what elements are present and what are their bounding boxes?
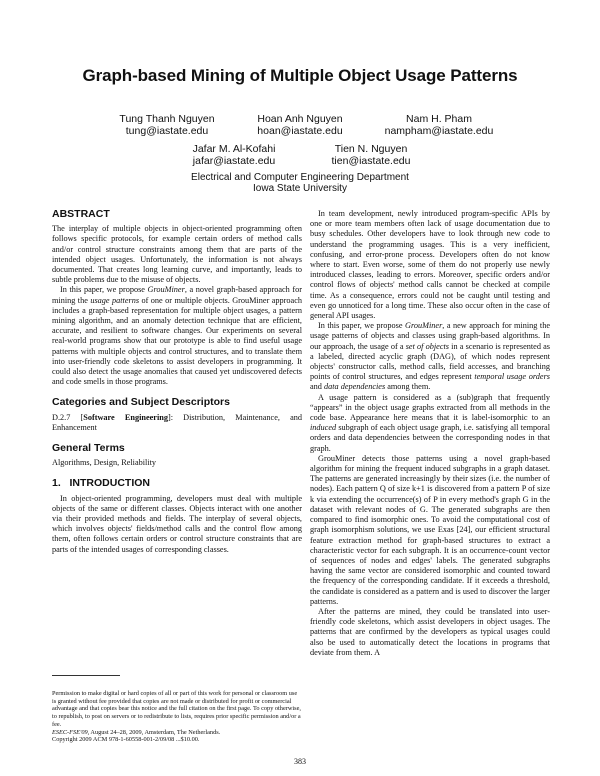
categories-text: D.2.7 [Software Engineering]: Distribution, Maintenance, and Enhancement	[52, 412, 302, 432]
author-name: Tien N. Nguyen	[334, 143, 408, 155]
author-block	[159, 143, 309, 167]
department: Electrical and Computer Engineering Department	[191, 172, 409, 183]
author-email: tung@iastate.edu	[125, 125, 209, 137]
author-block	[225, 113, 375, 137]
venue-line: ESEC-FSE'09, August 24–28, 2009, Amsterdam, The Netherlands.	[52, 728, 221, 736]
body-paragraph: In team development, newly introduced program-specific APIs by one or more team members often lack of usage documentation due to busy schedules. Other developers have to look through new code to understand the programming usages. This is a very inefficient, confusing, and error-prone process. Developers often do not know where to start. Even worse, some of them do not properly use newly introduced classes, leading to errors. Moreover, specific orders and/or control flows of objects' method calls cannot be checked at compile time. As a consequence, errors could not be caught until testing and even go unnoticed for a long time. These also occur often in the case of general API usages.	[310, 209, 550, 321]
author-block	[296, 143, 446, 167]
author-name: Nam H. Pham	[406, 113, 472, 125]
author-name: Tung Thanh Nguyen	[119, 113, 215, 125]
categories-heading: Categories and Subject Descriptors	[52, 396, 230, 409]
author-email: hoan@iastate.edu	[257, 125, 343, 137]
author-name: Jafar M. Al-Kofahi	[192, 143, 276, 155]
intro-heading: 1. INTRODUCTION	[52, 477, 151, 490]
author-block	[364, 113, 514, 137]
body-paragraph: In this paper, we propose GrouMiner, a new approach for mining the usage patterns of objects and classes using graph-based algorithms. In our approach, the usage of a set of objects in a scenario is represented as a labeled, directed acyclic graph (DAG), of which nodes represent objects' constructor calls, method calls, field accesses, and branching points of control structures, and edges represent temporal usage orders and data dependencies among them.	[310, 321, 550, 392]
general-terms-heading: General Terms	[52, 442, 125, 455]
abstract-paragraph: The interplay of multiple objects in object-oriented programming often follows specific protocols, for example certain orders of method calls and/or control structure constraints among them that are parts of the intended object usages. Unfortunately, the information is not always documented. That creates long learning curve, and importantly, leads to subtle problems due to the misuse of objects.	[52, 224, 302, 285]
general-terms-text: Algorithms, Design, Reliability	[52, 458, 157, 468]
abstract-paragraph: In this paper, we propose GrouMiner, a novel graph-based approach for mining the usage patterns of one or multiple objects. GrouMiner approach includes a graph-based representation for multiple object usages, a pattern mining algorithm, and an anomaly detection technique that are efficient, accurate, and resilient to software changes. Our experiments on several real-world programs show that our prototype is able to find useful usage patterns with multiple objects and control structures, and to translate them into user-friendly code skeletons to assist developers in programming. It could also detect the usage anomalies that caused yet undiscovered defects and code smells in those programs.	[52, 285, 303, 387]
left-column	[52, 209, 302, 555]
body-paragraph: After the patterns are mined, they could be translated into user-friendly code skeletons, which assist developers in object usages. The patterns that are confirmed by the developers as typical usages could also be used to automatically detect the locations in programs that deviate from them. A	[310, 606, 550, 657]
permission-text: Permission to make digital or hard copies of all or part of this work for personal or classroom use is granted without fee provided that copies are not made or distributed for profit or commercial advantage and that copies bear this notice and the full citation on the first page. To copy otherwise, to republish, to post on servers or to redistribute to lists, requires prior specific permission and/or a fee.	[52, 690, 301, 728]
right-column	[310, 209, 550, 658]
footnote-rule	[52, 675, 120, 676]
university: Iowa State University	[253, 183, 347, 194]
intro-paragraph: In object-oriented programming, developers must deal with multiple objects of the same or different classes. Objects interact with one another via their provided methods and fields. The interplay of several objects, which involves objects' fields/method calls and the control flow among them, often follows certain orders or control structure constraints that are parts of the intended usages of corresponding classes.	[52, 493, 302, 554]
permission-notice	[52, 690, 302, 744]
body-paragraph: GrouMiner detects those patterns using a novel graph-based algorithm for mining the frequent induced subgraphs in a graph dataset. The patterns are generated increasingly by their sizes (i.e. the number of nodes). Each pattern Q of size k+1 is discovered from a pattern P of size k via extending the occurrence(s) of P in every method's graph G in the dataset with relevant nodes of G. The generated subgraphs are then compared to find isomorphic ones. To avoid the computational cost of graph isomorphism solutions, we use Exas [24], our efficient structural feature extraction method for graph-based structures to extract a characteristic vector for each subgraph. It is an occurrence-count vector of sequences of nodes and edges' labels. The generated subgraphs having the same vector are considered isomorphic and counted toward the frequency of the corresponding candidate. If it exceeds a threshold, the candidate is considered as a pattern and is used to discover the larger patterns.	[310, 453, 550, 606]
body-paragraph: A usage pattern is considered as a (sub)graph that frequently “appears” in the object usage graphs extracted from all methods in the code base. Appearance here means that it is label-isomorphic to an induced subgraph of each object usage graph, i.e. satisfying all temporal orders and data dependencies between the corresponding nodes in that graph.	[310, 392, 550, 453]
copyright-line: Copyright 2009 ACM 978-1-60558-001-2/09/08 ...$10.00.	[52, 736, 200, 744]
author-name: Hoan Anh Nguyen	[257, 113, 343, 125]
page-number: 383	[294, 757, 306, 766]
author-email: nampham@iastate.edu	[384, 125, 494, 137]
author-block	[92, 113, 242, 137]
author-email: tien@iastate.edu	[331, 155, 411, 167]
affiliation	[0, 172, 600, 194]
paper-title: Graph-based Mining of Multiple Object Usage Patterns	[82, 66, 518, 85]
author-email: jafar@iastate.edu	[192, 155, 276, 167]
abstract-heading: ABSTRACT	[52, 208, 110, 220]
